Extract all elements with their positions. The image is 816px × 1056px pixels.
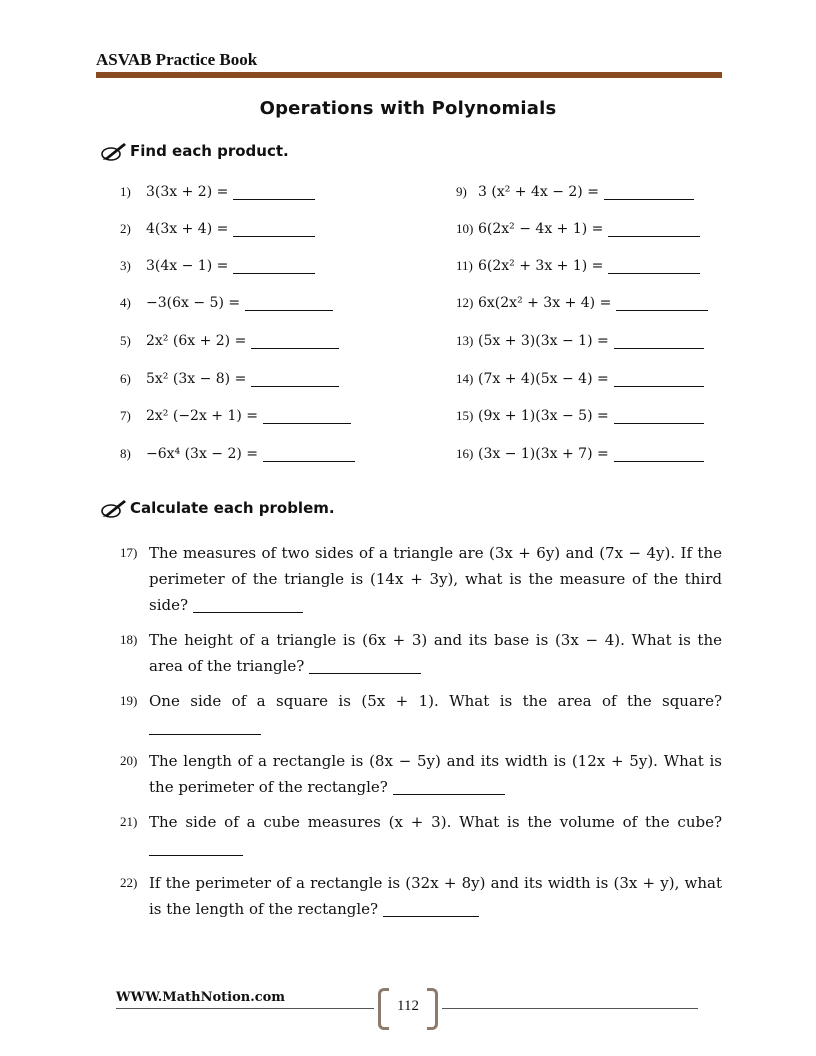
problem-expression: 2x² (6x + 2) = — [146, 333, 247, 349]
problem-number: 18) — [120, 632, 138, 647]
answer-blank[interactable] — [614, 372, 704, 387]
problem-number: 3) — [120, 258, 131, 273]
problem-number: 15) — [456, 408, 474, 423]
problem-expression: 5x² (3x − 8) = — [146, 371, 247, 387]
problem-13 — [456, 333, 704, 349]
answer-blank[interactable] — [616, 296, 708, 311]
answer-blank[interactable] — [245, 296, 333, 311]
problem-expression: 3(4x − 1) = — [146, 258, 229, 274]
problem-text: The measures of two sides of a triangle are (3x + 6y) and (7x − 4y). If the perimeter of the triangle is (14x + 3y), what is the measure of the third side? — [149, 544, 722, 614]
answer-blank[interactable] — [233, 259, 315, 274]
answer-blank[interactable] — [149, 718, 261, 735]
answer-blank[interactable] — [193, 596, 303, 613]
problem-expression: (5x + 3)(3x − 1) = — [478, 333, 609, 349]
answer-blank[interactable] — [393, 778, 505, 795]
section-heading-products — [100, 140, 289, 162]
problem-number: 8) — [120, 446, 131, 461]
page-title: Operations with Polynomials — [259, 98, 557, 119]
problem-number: 17) — [120, 545, 138, 560]
word-problem-22 — [120, 870, 722, 922]
answer-blank[interactable] — [251, 372, 339, 387]
word-problem-21 — [120, 809, 722, 861]
pencil-icon — [100, 140, 128, 162]
problem-expression: −6x⁴ (3x − 2) = — [146, 446, 259, 462]
problem-14 — [456, 371, 704, 387]
book-title: ASVAB Practice Book — [96, 50, 258, 69]
problem-text: The height of a triangle is (6x + 3) and its base is (3x − 4). What is the area of the triangle? — [149, 631, 722, 675]
footer-rule-left — [116, 1008, 374, 1009]
answer-blank[interactable] — [608, 259, 700, 274]
problem-expression: 2x² (−2x + 1) = — [146, 408, 259, 424]
answer-blank[interactable] — [233, 185, 315, 200]
problem-expression: 4(3x + 4) = — [146, 221, 229, 237]
word-problem-19 — [120, 688, 722, 740]
problem-4 — [120, 295, 333, 311]
problem-16 — [456, 446, 704, 462]
problem-expression: −3(6x − 5) = — [146, 295, 241, 311]
problem-number: 5) — [120, 333, 131, 348]
problem-text: The side of a cube measures (x + 3). What is the volume of the cube? — [149, 813, 722, 831]
problem-number: 19) — [120, 693, 138, 708]
problem-1 — [120, 184, 315, 200]
word-problem-18 — [120, 627, 722, 679]
answer-blank[interactable] — [263, 447, 355, 462]
problem-3 — [120, 258, 315, 274]
problem-expression: 6(2x² + 3x + 1) = — [478, 258, 604, 274]
problem-text: The length of a rectangle is (8x − 5y) and its width is (12x + 5y). What is the perimeter of the rectangle? — [149, 752, 722, 796]
problem-number: 4) — [120, 295, 131, 310]
answer-blank[interactable] — [251, 334, 339, 349]
problem-number: 13) — [456, 333, 474, 348]
problem-number: 12) — [456, 295, 474, 310]
section-heading-calculate — [100, 497, 335, 519]
problem-expression: 3(3x + 2) = — [146, 184, 229, 200]
problem-expression: (7x + 4)(5x − 4) = — [478, 371, 609, 387]
problem-expression: 6x(2x² + 3x + 4) = — [478, 295, 612, 311]
pencil-icon — [100, 497, 128, 519]
problem-15 — [456, 408, 704, 424]
problem-number: 16) — [456, 446, 474, 461]
problem-2 — [120, 221, 315, 237]
problem-number: 14) — [456, 371, 474, 386]
section-heading-label: Find each product. — [130, 142, 289, 160]
answer-blank[interactable] — [263, 409, 351, 424]
problem-text: If the perimeter of a rectangle is (32x + 8y) and its width is (3x + y), what is the length of the rectangle? — [149, 874, 722, 918]
answer-blank[interactable] — [614, 334, 704, 349]
problem-number: 20) — [120, 753, 138, 768]
problem-12 — [456, 295, 708, 311]
problem-text: One side of a square is (5x + 1). What is the area of the square? — [149, 692, 722, 710]
problem-number: 1) — [120, 184, 131, 199]
answer-blank[interactable] — [309, 657, 421, 674]
answer-blank[interactable] — [149, 839, 243, 856]
problem-number: 11) — [456, 258, 473, 273]
word-problem-20 — [120, 748, 722, 800]
answer-blank[interactable] — [608, 222, 700, 237]
problem-9 — [456, 184, 694, 200]
answer-blank[interactable] — [233, 222, 315, 237]
answer-blank[interactable] — [614, 409, 704, 424]
footer-website: WWW.MathNotion.com — [116, 990, 286, 1005]
problem-6 — [120, 371, 339, 387]
problem-expression: 6(2x² − 4x + 1) = — [478, 221, 604, 237]
problem-expression: (9x + 1)(3x − 5) = — [478, 408, 609, 424]
problem-number: 10) — [456, 221, 474, 236]
problem-11 — [456, 258, 700, 274]
header-rule — [96, 72, 722, 78]
word-problem-17 — [120, 540, 722, 618]
problem-10 — [456, 221, 700, 237]
problem-expression: (3x − 1)(3x + 7) = — [478, 446, 609, 462]
footer-rule-right — [442, 1008, 698, 1009]
problem-7 — [120, 408, 351, 424]
answer-blank[interactable] — [604, 185, 694, 200]
problem-number: 22) — [120, 875, 138, 890]
answer-blank[interactable] — [383, 900, 479, 917]
page-number: 112 — [397, 998, 419, 1014]
problem-number: 7) — [120, 408, 131, 423]
section-heading-label: Calculate each problem. — [130, 499, 335, 517]
problem-number: 2) — [120, 221, 131, 236]
problem-number: 6) — [120, 371, 131, 386]
problem-expression: 3 (x² + 4x − 2) = — [478, 184, 599, 200]
problem-5 — [120, 333, 339, 349]
problem-8 — [120, 446, 355, 462]
problem-number: 9) — [456, 184, 467, 199]
answer-blank[interactable] — [614, 447, 704, 462]
problem-number: 21) — [120, 814, 138, 829]
